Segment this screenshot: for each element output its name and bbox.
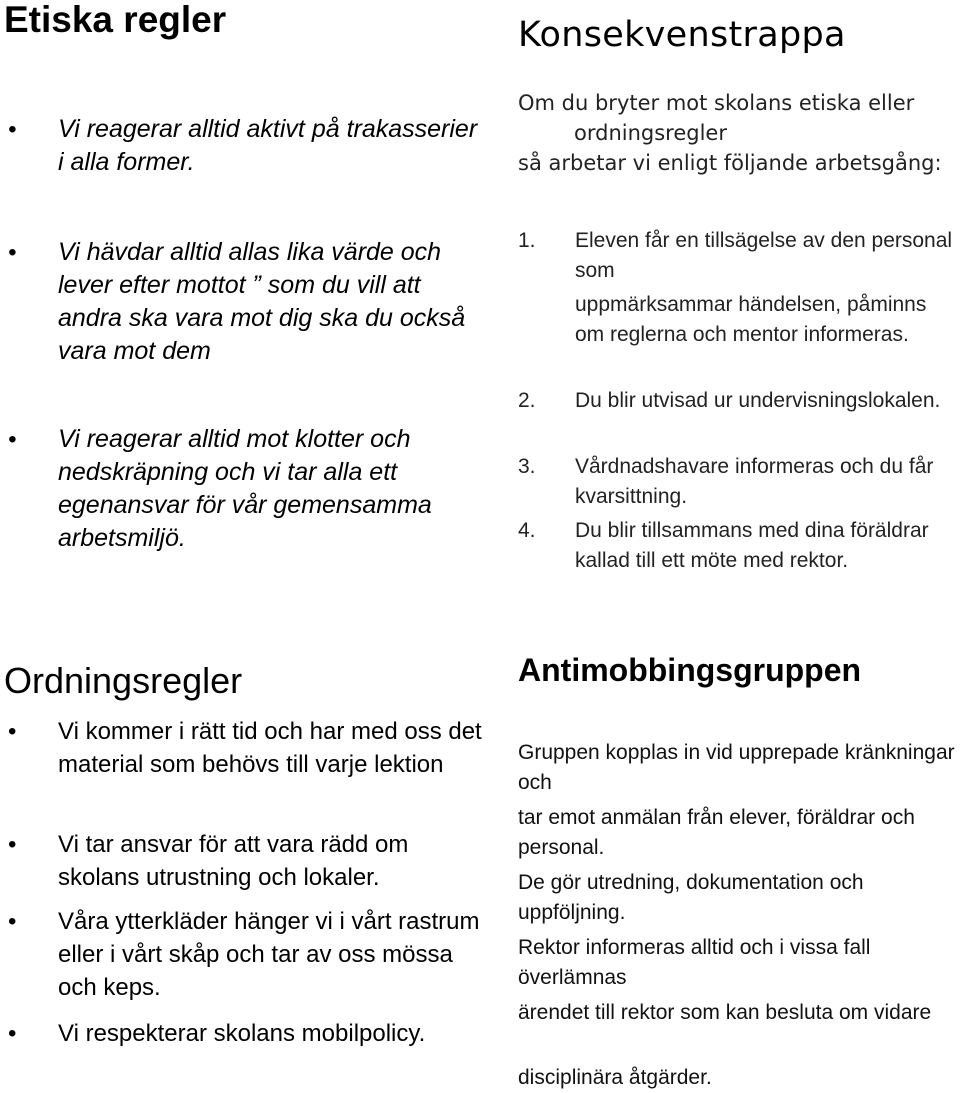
anti-paragraph: Rektor informeras alltid och i vissa fall överlämnas	[518, 936, 871, 989]
step-number: 2.	[518, 389, 536, 412]
bullet-icon: •	[8, 239, 17, 266]
rule-item-text: Våra ytterkläder hänger vi i vårt rastrum eller i vårt skåp och tar av oss mössa och keps.	[58, 908, 480, 1001]
ethics-item-text: Vi reagerar alltid aktivt på trakasserier i alla former.	[58, 115, 478, 176]
rule-item-text: Vi respekterar skolans mobilpolicy.	[58, 1020, 426, 1047]
rule-item	[8, 905, 488, 1004]
bullet-icon: •	[8, 116, 17, 143]
intro-line: Om du bryter mot skolans etiska eller	[518, 91, 915, 115]
step-text: Eleven får en tillsägelse av den personal som	[575, 229, 953, 282]
ethics-item	[8, 236, 478, 368]
ordningsregler-title: Ordningsregler	[4, 660, 243, 701]
step-number: 1.	[518, 229, 536, 252]
rule-item	[8, 1017, 488, 1050]
anti-paragraph: tar emot anmälan från elever, föräldrar och personal.	[518, 806, 915, 859]
step-subtext: uppmärksammar händelsen, påminns om reglerna och mentor informeras.	[575, 293, 927, 346]
bullet-icon: •	[8, 718, 17, 745]
step-item	[518, 452, 958, 512]
step-number: 3.	[518, 455, 536, 478]
step-number: 4.	[518, 519, 536, 542]
intro-line: så arbetar vi enligt följande arbetsgång:	[518, 151, 942, 175]
rule-item	[8, 828, 488, 894]
intro-line: ordningsregler	[574, 121, 727, 145]
ethics-item-text: Vi hävdar alltid allas lika värde och lever efter mottot ” som du vill att andra ska vara mot dig ska du också vara mot dem	[58, 238, 466, 365]
anti-paragraph: De gör utredning, dokumentation och uppföljning.	[518, 871, 864, 924]
bullet-icon: •	[8, 1020, 17, 1047]
anti-paragraph: disciplinära åtgärder.	[518, 1066, 712, 1089]
step-item	[518, 226, 958, 350]
step-text: Vårdnadshavare informeras och du får kvarsittning.	[575, 455, 934, 508]
anti-paragraph: Gruppen kopplas in vid upprepade kränkningar och	[518, 741, 955, 794]
konsekvenstrappa-title: Konsekvenstrappa	[518, 15, 846, 55]
rule-item-text: Vi kommer i rätt tid och har med oss det material som behövs till varje lektion	[58, 718, 482, 778]
ethics-item-text: Vi reagerar alltid mot klotter och nedskräpning och vi tar alla ett egenansvar för vår gemensamma arbetsmiljö.	[58, 425, 432, 552]
step-text: Du blir utvisad ur undervisningslokalen.	[575, 389, 941, 412]
bullet-icon: •	[8, 908, 17, 935]
ethics-item	[8, 113, 478, 179]
bullet-icon: •	[8, 831, 17, 858]
rule-item-text: Vi tar ansvar för att vara rädd om skolans utrustning och lokaler.	[58, 831, 409, 891]
ethics-item	[8, 423, 478, 555]
etiska-regler-title: Etiska regler	[4, 0, 227, 40]
anti-paragraph: ärendet till rektor som kan besluta om vidare	[518, 1001, 932, 1024]
step-item	[518, 516, 958, 576]
step-item	[518, 386, 958, 416]
step-text: Du blir tillsammans med dina föräldrar kallad till ett möte med rektor.	[575, 519, 929, 572]
rule-item	[8, 715, 488, 781]
antimobbingsgruppen-title: Antimobbingsgruppen	[518, 652, 862, 688]
bullet-icon: •	[8, 426, 17, 453]
konsekvens-intro	[518, 88, 958, 178]
